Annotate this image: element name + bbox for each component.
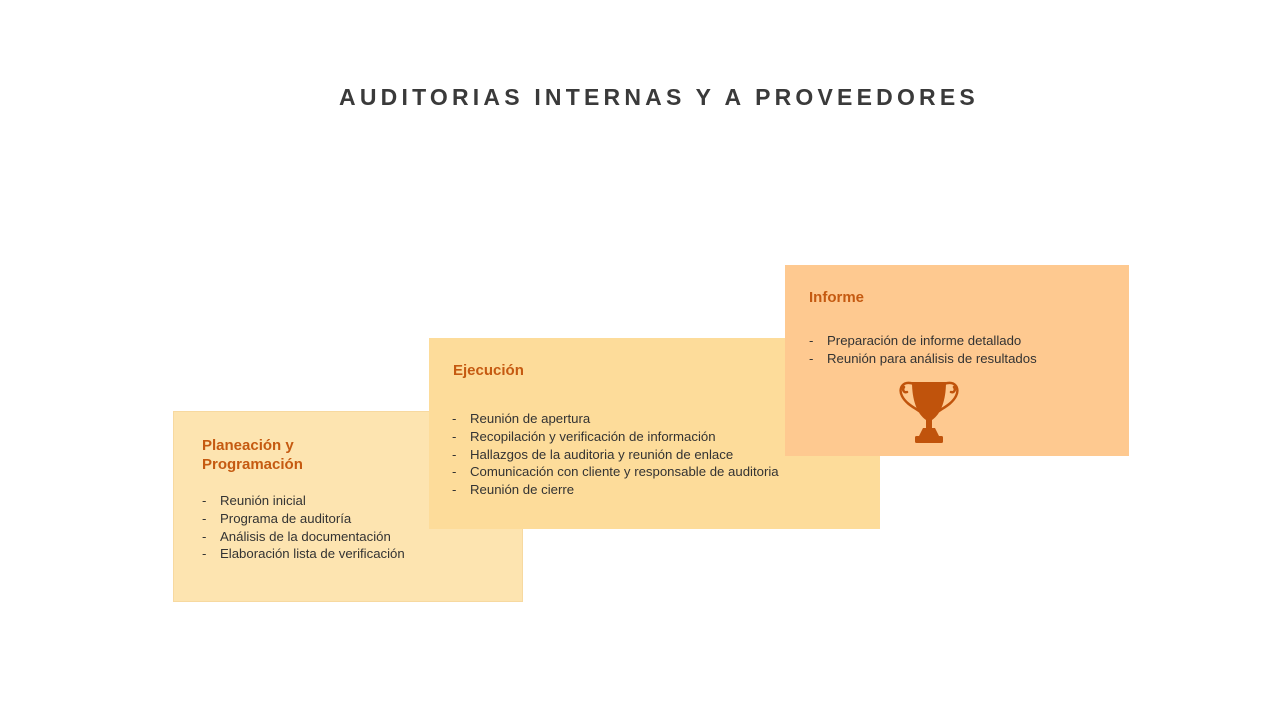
step-list: [809, 332, 1037, 368]
list-item: - Reunión para análisis de resultados: [809, 350, 1037, 368]
step-list: [202, 492, 405, 563]
step-list: [452, 410, 779, 499]
list-item: - Análisis de la documentación: [202, 528, 405, 546]
list-item: - Reunión inicial: [202, 492, 405, 510]
list-item: - Hallazgos de la auditoria y reunión de enlace: [452, 446, 779, 464]
list-item: - Elaboración lista de verificación: [202, 545, 405, 563]
list-item: - Reunión de cierre: [452, 481, 779, 499]
list-item: - Reunión de apertura: [452, 410, 779, 428]
step-heading: Informe: [809, 289, 865, 306]
step-heading: Ejecución: [453, 362, 524, 379]
list-item: - Preparación de informe detallado: [809, 332, 1037, 350]
trophy-icon: [897, 378, 961, 448]
list-item: - Programa de auditoría: [202, 510, 405, 528]
page-title: AUDITORIAS INTERNAS Y A PROVEEDORES: [339, 84, 979, 110]
list-item: - Comunicación con cliente y responsable de auditoria: [452, 463, 779, 481]
step-heading: Planeación y Programación: [202, 437, 303, 473]
step-card-informe: [785, 265, 1129, 456]
list-item: - Recopilación y verificación de información: [452, 428, 779, 446]
